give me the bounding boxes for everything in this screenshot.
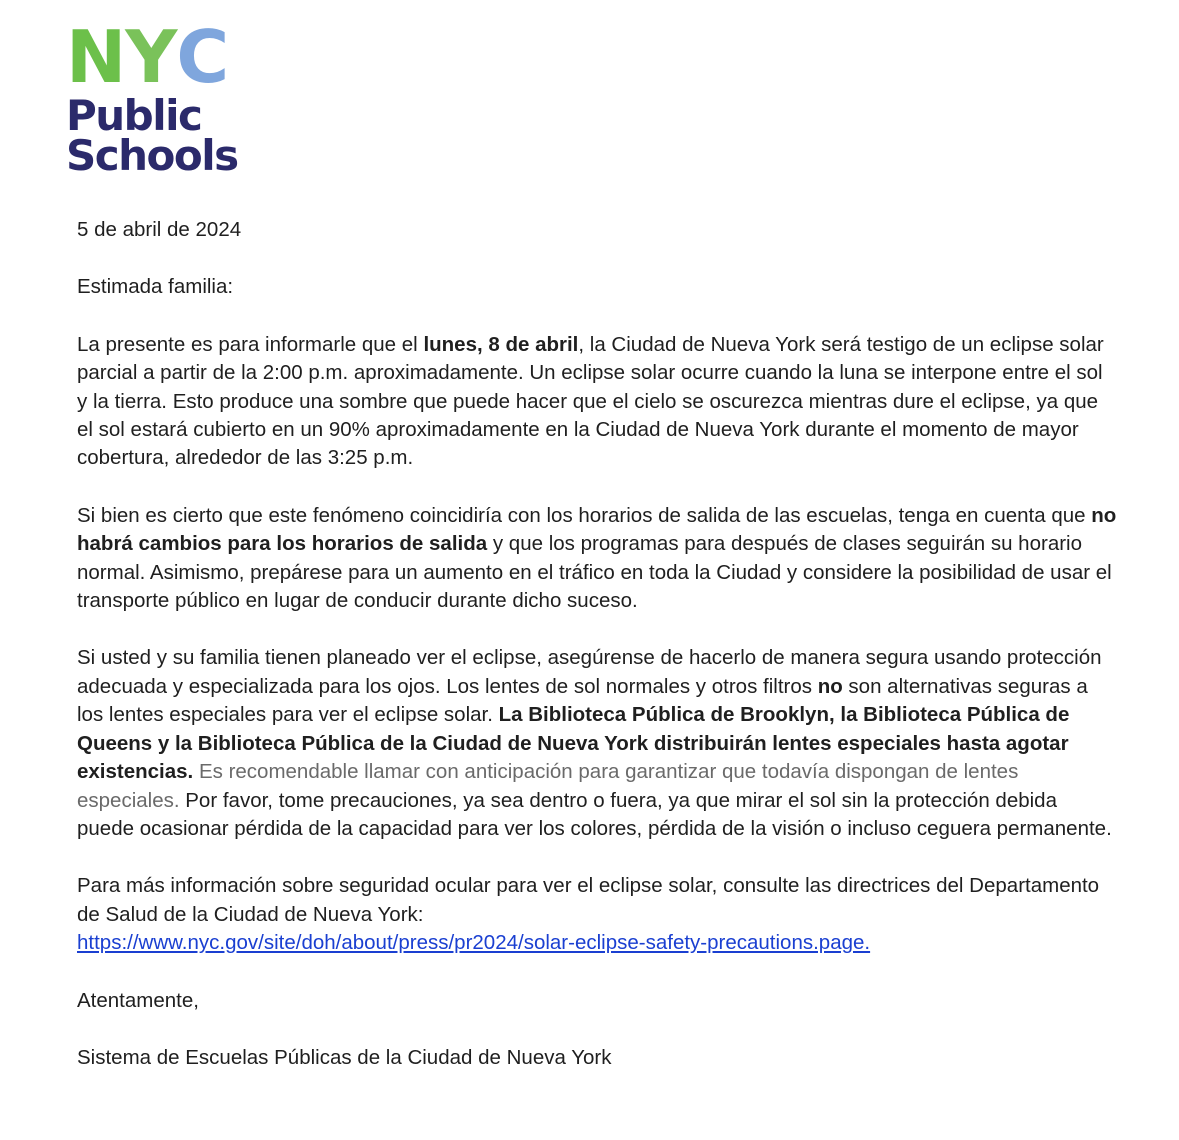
logo-letter-c: C — [176, 15, 227, 99]
paragraph-dismissal — [77, 502, 1117, 616]
p3-bold-no: no — [817, 674, 843, 698]
paragraph-more-info — [77, 872, 1117, 957]
p3-text-a: Si usted y su familia tienen planeado ver el eclipse, asegúrense de hacerlo de manera segura usando protección adecuada y especializada para los ojos. Los lentes de sol normales y otros filtros — [77, 646, 1102, 698]
p2-text-a: Si bien es cierto que este fenómeno coincidiría con los horarios de salida de las escuelas, tenga en cuenta que — [77, 503, 1092, 527]
logo-public: Public — [66, 91, 202, 140]
paragraph-eye-safety — [77, 644, 1117, 843]
p2-text-c: y que los programas para después de clases seguirán su horario normal. Asimismo, prepárese para un aumento en el tráfico en toda la Ciudad y considere la posibilidad de usar el transporte público en lugar de conducir durante dicho suceso. — [77, 532, 1112, 613]
p4-text: Para más información sobre seguridad ocular para ver el eclipse solar, consulte las directrices del Departamento de Salud de la Ciudad de Nueva York: — [77, 874, 1100, 926]
logo-schools: Schools — [66, 131, 238, 180]
letter-greeting: Estimada familia: — [77, 275, 234, 299]
letter-closing: Atentamente, — [77, 988, 199, 1012]
p3-text-f: Por favor, tome precauciones, ya sea dentro o fuera, ya que mirar el sol sin la protección debida puede ocasionar pérdida de la capacidad para ver los colores, pérdida de la visión o incluso ceguera permanente. — [77, 788, 1112, 840]
p1-text-a: La presente es para informarle que el — [77, 332, 424, 356]
p3-bold-libraries: La Biblioteca Pública de Brooklyn, la Biblioteca Pública de Queens y la Biblioteca Pública de la Ciudad de Nueva York distribuirán lentes especiales hasta agotar existencias. — [77, 703, 1070, 784]
p1-text-c: , la Ciudad de Nueva York será testigo de un eclipse solar parcial a partir de la 2:00 p.m. aproximadamente. Un eclipse solar ocurre cuando la luna se interpone entre el sol y la tierra. Esto produce una sombre que puede hacer que el cielo se oscurezca mientras dure el eclipse, ya que el sol estará cubierto en un 90% aproximadamente en la Ciudad de Nueva York durante el momento de mayor cobertura, alrededor de las 3:25 p.m. — [77, 332, 1104, 470]
logo-nyc-wordmark — [66, 15, 256, 99]
p3-muted-call-ahead: Es recomendable llamar con anticipación para garantizar que todavía dispongan de lentes especiales. — [77, 760, 1019, 812]
doh-guidelines-link[interactable]: https://www.nyc.gov/site/doh/about/press/pr2024/solar-eclipse-safety-precautions.page. — [77, 931, 871, 955]
logo-letter-y: Y — [125, 15, 175, 99]
letter-signature: Sistema de Escuelas Públicas de la Ciudad de Nueva York — [77, 1045, 612, 1069]
letter-date: 5 de abril de 2024 — [77, 218, 242, 241]
paragraph-eclipse-date — [77, 331, 1117, 473]
nyc-public-schools-logo — [66, 15, 256, 180]
logo-letter-n: N — [66, 15, 124, 99]
p1-bold-date: lunes, 8 de abril — [423, 332, 579, 356]
letter-body — [77, 216, 1117, 1072]
p2-bold-no-changes: no habrá cambios para los horarios de salida — [77, 503, 1117, 556]
p3-text-c: son alternativas seguras a los lentes especiales para ver el eclipse solar. — [77, 674, 1088, 727]
